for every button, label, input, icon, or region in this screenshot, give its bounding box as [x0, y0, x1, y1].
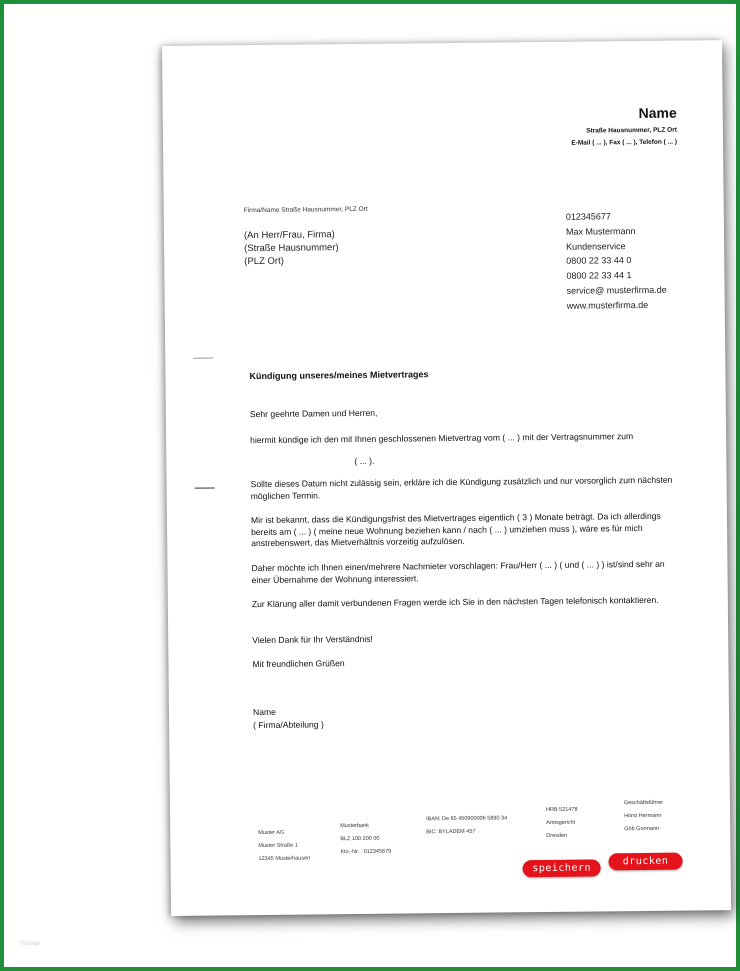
footer-register — [546, 804, 578, 843]
footer-bank — [340, 820, 391, 860]
termination-date: ( ... ). — [354, 455, 375, 467]
footer-text: Musterbank — [340, 822, 369, 830]
department: Kundenservice — [566, 240, 626, 252]
sender-name: Name — [638, 104, 677, 122]
footer-iban — [426, 812, 507, 839]
recipient-block — [244, 228, 339, 268]
return-address-line: Firma/Name Straße Hausnummer, PLZ Ort — [243, 205, 368, 215]
footer-text: Horst Hermann — [624, 812, 662, 820]
phone-number: 0800 22 33 44 0 — [566, 255, 632, 267]
contact-block — [566, 209, 667, 314]
email-address: service@ musterfirma.de — [566, 284, 667, 296]
fax-number: 0800 22 33 44 1 — [566, 270, 632, 281]
watermark: Vorlage — [20, 941, 41, 947]
footer-text: BIC: BYLADEM 457 — [426, 828, 476, 836]
closing-line: Mit freundlichen Grüßen — [252, 658, 345, 670]
image-frame — [4, 4, 736, 967]
footer-text: Muster Straße 1 — [258, 842, 298, 850]
body-paragraph: Zur Klärung aller damit verbundenen Fragen werde ich Sie in den nächsten Tagen telefonisch kontaktieren. — [251, 594, 659, 610]
footer-text: 12345 Musterhausen — [258, 855, 311, 863]
footer-text: Kto.-Nr. : 012345679 — [340, 848, 392, 856]
letter-page — [162, 40, 731, 916]
fold-mark — [195, 487, 215, 488]
footer-text: Dresden — [546, 832, 568, 840]
footer-text: BLZ 100 200 00 — [340, 835, 380, 843]
footer-text: Amtsgericht — [546, 819, 576, 827]
body-paragraph: Sollte dieses Datum nicht zulässig sein, erkläre ich die Kündigung zusätzlich und nur vorsorglich zum nächsten möglichen Termin. — [250, 474, 673, 501]
footer-text: Geschäftsführer — [623, 799, 664, 807]
recipient-line: (PLZ Ort) — [244, 255, 284, 268]
salutation: Sehr geehrte Damen und Herren, — [249, 407, 378, 420]
footer-management — [624, 797, 664, 836]
print-button[interactable]: drucken — [608, 853, 682, 871]
save-button[interactable]: speichern — [523, 859, 601, 877]
sender-address: Straße Hausnummer, PLZ Ort — [586, 126, 677, 135]
footer-text: Muster AG — [258, 829, 285, 837]
footer-text: IBAN: De 65 450900006 5890 34 — [426, 815, 508, 823]
footer-text: Göb Gormann — [624, 825, 660, 833]
recipient-line: (Straße Hausnummer) — [244, 242, 339, 255]
thanks-line: Vielen Dank für Ihr Verständnis! — [252, 633, 373, 646]
reference-number: 012345677 — [565, 211, 611, 222]
contact-person: Max Mustermann — [565, 225, 636, 237]
footer-text: HRB 521478 — [545, 806, 578, 814]
body-paragraph: Mir ist bekannt, dass die Kündigungsfrist des Mietvertrages eigentlich ( 3 ) Monate beträgt. Da ich allerdings bereits am ( ... ) ( meine neue Wohnung beziehen kann / nach ( ... ) umziehen muss ), wäre es für mich anstrebenswert, das Mietverhältnis vorzeitig aufzulösen. — [250, 510, 661, 549]
recipient-line: (An Herr/Frau, Firma) — [243, 229, 335, 242]
footer-company — [258, 826, 310, 866]
body-paragraph: Daher möchte ich Ihnen einen/mehrere Nachmieter vorschlagen: Frau/Herr ( ... ) ( und ( ... ) ) ist/sind sehr an einer Übernahme der Wohnung interessiert. — [251, 558, 665, 585]
signature-department: ( Firma/Abteilung ) — [253, 719, 324, 731]
fold-mark — [193, 357, 213, 358]
website: www.musterfirma.de — [566, 299, 649, 311]
letter-subject: Kündigung unseres/meines Mietvertrages — [249, 369, 429, 382]
signature-name: Name — [252, 706, 276, 718]
body-paragraph: hiermit kündige ich den mit Ihnen geschlossenen Mietvertrag vom ( ... ) mit der Vertragsnummer zum — [250, 431, 634, 446]
sender-contact: E-Mail ( ... ), Fax ( ... ), Telefon ( ... ) — [571, 138, 678, 147]
